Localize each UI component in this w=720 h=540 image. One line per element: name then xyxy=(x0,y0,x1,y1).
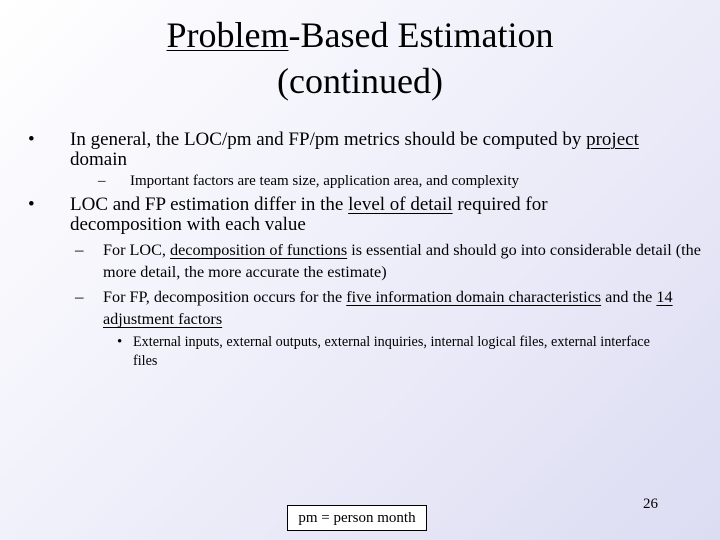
slide-title xyxy=(0,12,720,104)
sub-bullet-mark: – xyxy=(98,173,106,189)
bullet-mark: • xyxy=(28,129,35,150)
sub-bullet-text-part: For LOC, xyxy=(103,241,171,259)
sub-bullet-text xyxy=(103,239,703,283)
sub-bullet-mark: – xyxy=(75,287,84,306)
bullet-text-part: required for decomposition with each value xyxy=(70,194,548,235)
bullet-text-part: domain xyxy=(70,149,127,170)
sub-bullet-text: Important factors are team size, application area, and complexity xyxy=(130,173,519,189)
title-line1-rest: -Based Estimation xyxy=(288,15,554,55)
bullet-mark: • xyxy=(28,194,35,215)
title-underlined-word: Problem xyxy=(166,15,289,55)
sub-bullet-text-part: For FP, decomposition occurs for the xyxy=(103,288,347,306)
sub-sub-bullet-mark: • xyxy=(117,334,123,350)
bullet-text-part: LOC and FP estimation differ in the xyxy=(70,194,349,215)
sub-bullet-underlined-term: 14 adjustment factors xyxy=(103,288,673,328)
sub-bullet-text-part: and the xyxy=(601,288,657,306)
page-number: 26 xyxy=(643,496,658,512)
sub-bullet-underlined-term: five information domain characteristics xyxy=(346,288,602,306)
bullet-underlined-term: level of detail xyxy=(348,194,453,215)
title-line2: (continued) xyxy=(277,61,443,101)
bullet-text-part: In general, the LOC/pm and FP/pm metrics should be computed by xyxy=(70,129,587,150)
sub-bullet-underlined-term: decomposition of functions xyxy=(170,241,348,259)
footer-note-box: pm = person month xyxy=(287,505,427,531)
sub-bullet-text-part: is essential and should go into considerable detail (the more detail, the more accurate the estimate) xyxy=(103,241,701,281)
bullet-text xyxy=(70,195,630,235)
sub-bullet-text xyxy=(103,286,703,330)
sub-bullet-mark: – xyxy=(75,240,84,259)
bullet-underlined-term: project xyxy=(586,129,639,150)
sub-sub-bullet-text: External inputs, external outputs, external inquiries, internal logical files, external interface files xyxy=(133,334,650,369)
bullet-text xyxy=(70,130,690,170)
